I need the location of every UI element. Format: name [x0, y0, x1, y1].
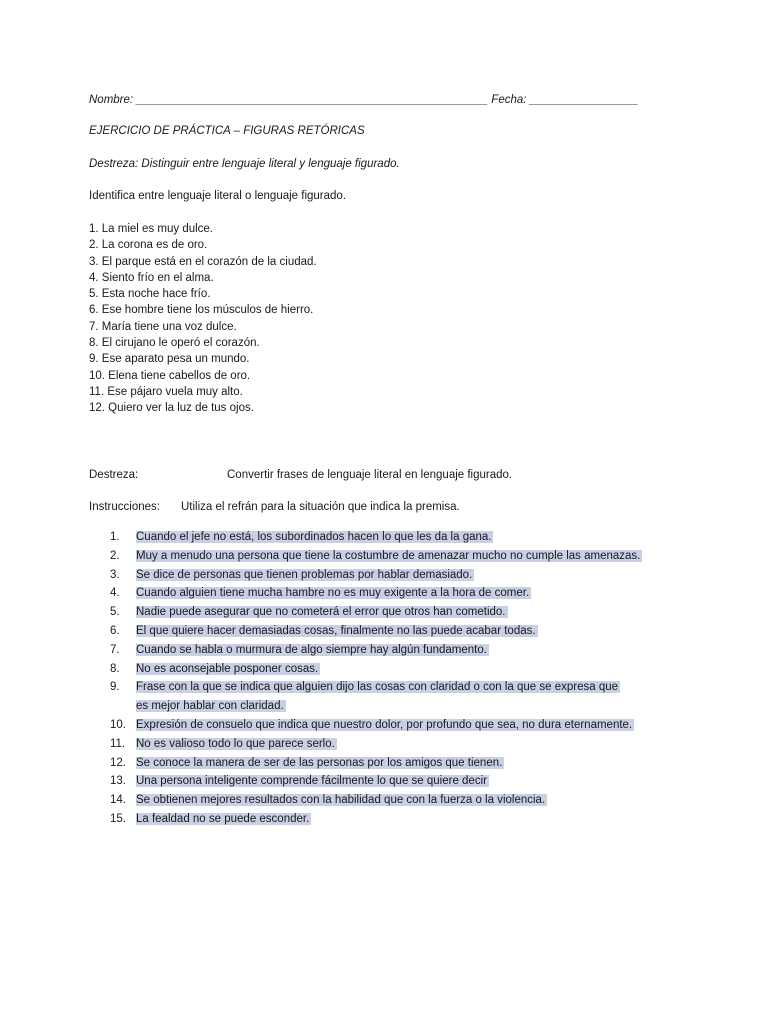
- item-number: 4.: [110, 587, 120, 600]
- nombre-blank[interactable]: _______________________________________________________: [136, 94, 489, 106]
- list-item: [110, 716, 642, 735]
- item-number: 9.: [110, 681, 120, 694]
- item-text: Muy a menudo una persona que tiene la costumbre de amenazar mucho no cumple las amenazas.: [136, 549, 641, 562]
- list-item: 4. Siento frío en el alma.: [89, 271, 214, 284]
- item-text: Expresión de consuelo que indica que nuestro dolor, por profundo que sea, no dura eternamente.: [136, 718, 633, 731]
- list-item: [110, 791, 642, 810]
- destreza-2-label: Destreza:: [89, 469, 139, 481]
- list-item: 9. Ese aparato pesa un mundo.: [89, 353, 250, 366]
- item-number: 10.: [110, 718, 126, 731]
- list-item: [110, 584, 642, 603]
- item-number: 13.: [110, 775, 126, 788]
- item-number: 2.: [110, 549, 120, 562]
- list-item: [110, 528, 642, 547]
- header-line: [89, 92, 638, 108]
- item-number: 3.: [110, 568, 120, 581]
- instruction-1: Identifica entre lenguaje literal o lenguaje figurado.: [89, 190, 347, 202]
- list-item: [110, 660, 642, 679]
- fecha-blank[interactable]: _________________: [529, 94, 639, 106]
- item-text: No es aconsejable posponer cosas.: [136, 662, 319, 675]
- list-item: [110, 622, 642, 641]
- list-item: 12. Quiero ver la luz de tus ojos.: [89, 402, 254, 415]
- list-item: [110, 603, 642, 622]
- list-item: 8. El cirujano le operó el corazón.: [89, 337, 260, 350]
- list-item: 3. El parque está en el corazón de la ciudad.: [89, 255, 317, 268]
- item-text: Cuando el jefe no está, los subordinados hacen lo que les da la gana.: [136, 531, 492, 543]
- list-item: [110, 566, 642, 585]
- item-number: 1.: [110, 531, 120, 543]
- item-number: 6.: [110, 624, 120, 637]
- list-item: 6. Ese hombre tiene los músculos de hierro.: [89, 304, 314, 317]
- item-text: Se obtienen mejores resultados con la habilidad que con la fuerza o la violencia.: [136, 794, 546, 807]
- item-text: Se dice de personas que tienen problemas por hablar demasiado.: [136, 568, 473, 581]
- item-text: No es valioso todo lo que parece serlo.: [136, 737, 335, 750]
- list-item: 7. María tiene una voz dulce.: [89, 320, 237, 333]
- list-item: 11. Ese pájaro vuela muy alto.: [89, 385, 243, 398]
- item-number: 12.: [110, 756, 126, 769]
- instrucciones-text: Utiliza el refrán para la situación que indica la premisa.: [181, 501, 460, 513]
- list-item: 1. La miel es muy dulce.: [89, 223, 214, 235]
- literal-figurado-list: [89, 221, 317, 417]
- nombre-label: Nombre:: [89, 94, 134, 106]
- item-number: 15.: [110, 812, 126, 825]
- item-text: Cuando se habla o murmura de algo siempre hay algún fundamento.: [136, 643, 487, 656]
- item-text: El que quiere hacer demasiadas cosas, finalmente no las puede acabar todas.: [136, 624, 536, 637]
- item-number: 5.: [110, 606, 120, 619]
- item-text: Cuando alguien tiene mucha hambre no es muy exigente a la hora de comer.: [136, 587, 530, 600]
- item-number: 14.: [110, 794, 126, 807]
- list-item: [110, 678, 642, 716]
- list-item: [110, 810, 642, 829]
- refranes-list: [110, 528, 642, 829]
- item-number: 7.: [110, 643, 120, 656]
- item-text: Nadie puede asegurar que no cometerá el error que otros han cometido.: [136, 606, 506, 619]
- item-text: Frase con la que se indica que alguien dijo las cosas con claridad o con la que se expresa que es mejor hablar con claridad.: [136, 681, 619, 713]
- item-text: La fealdad no se puede esconder.: [136, 812, 310, 825]
- item-text: Se conoce la manera de ser de las personas por los amigos que tienen.: [136, 756, 503, 769]
- instrucciones-label: Instrucciones:: [89, 501, 160, 513]
- fecha-label: Fecha:: [491, 94, 527, 106]
- list-item: [110, 735, 642, 754]
- item-text: Una persona inteligente comprende fácilmente lo que se quiere decir: [136, 775, 487, 788]
- list-item: 10. Elena tiene cabellos de oro.: [89, 369, 251, 382]
- destreza-1: Destreza: Distinguir entre lenguaje literal y lenguaje figurado.: [89, 158, 400, 170]
- list-item: [110, 547, 642, 566]
- list-item: [110, 641, 642, 660]
- item-number: 8.: [110, 662, 120, 675]
- list-item: [110, 772, 642, 791]
- list-item: [110, 754, 642, 773]
- item-number: 11.: [110, 737, 126, 750]
- list-item: 2. La corona es de oro.: [89, 239, 208, 252]
- destreza-2-text: Convertir frases de lenguaje literal en lenguaje figurado.: [227, 469, 513, 481]
- list-item: 5. Esta noche hace frío.: [89, 288, 211, 301]
- page-title: EJERCICIO DE PRÁCTICA – FIGURAS RETÓRICAS: [89, 125, 365, 137]
